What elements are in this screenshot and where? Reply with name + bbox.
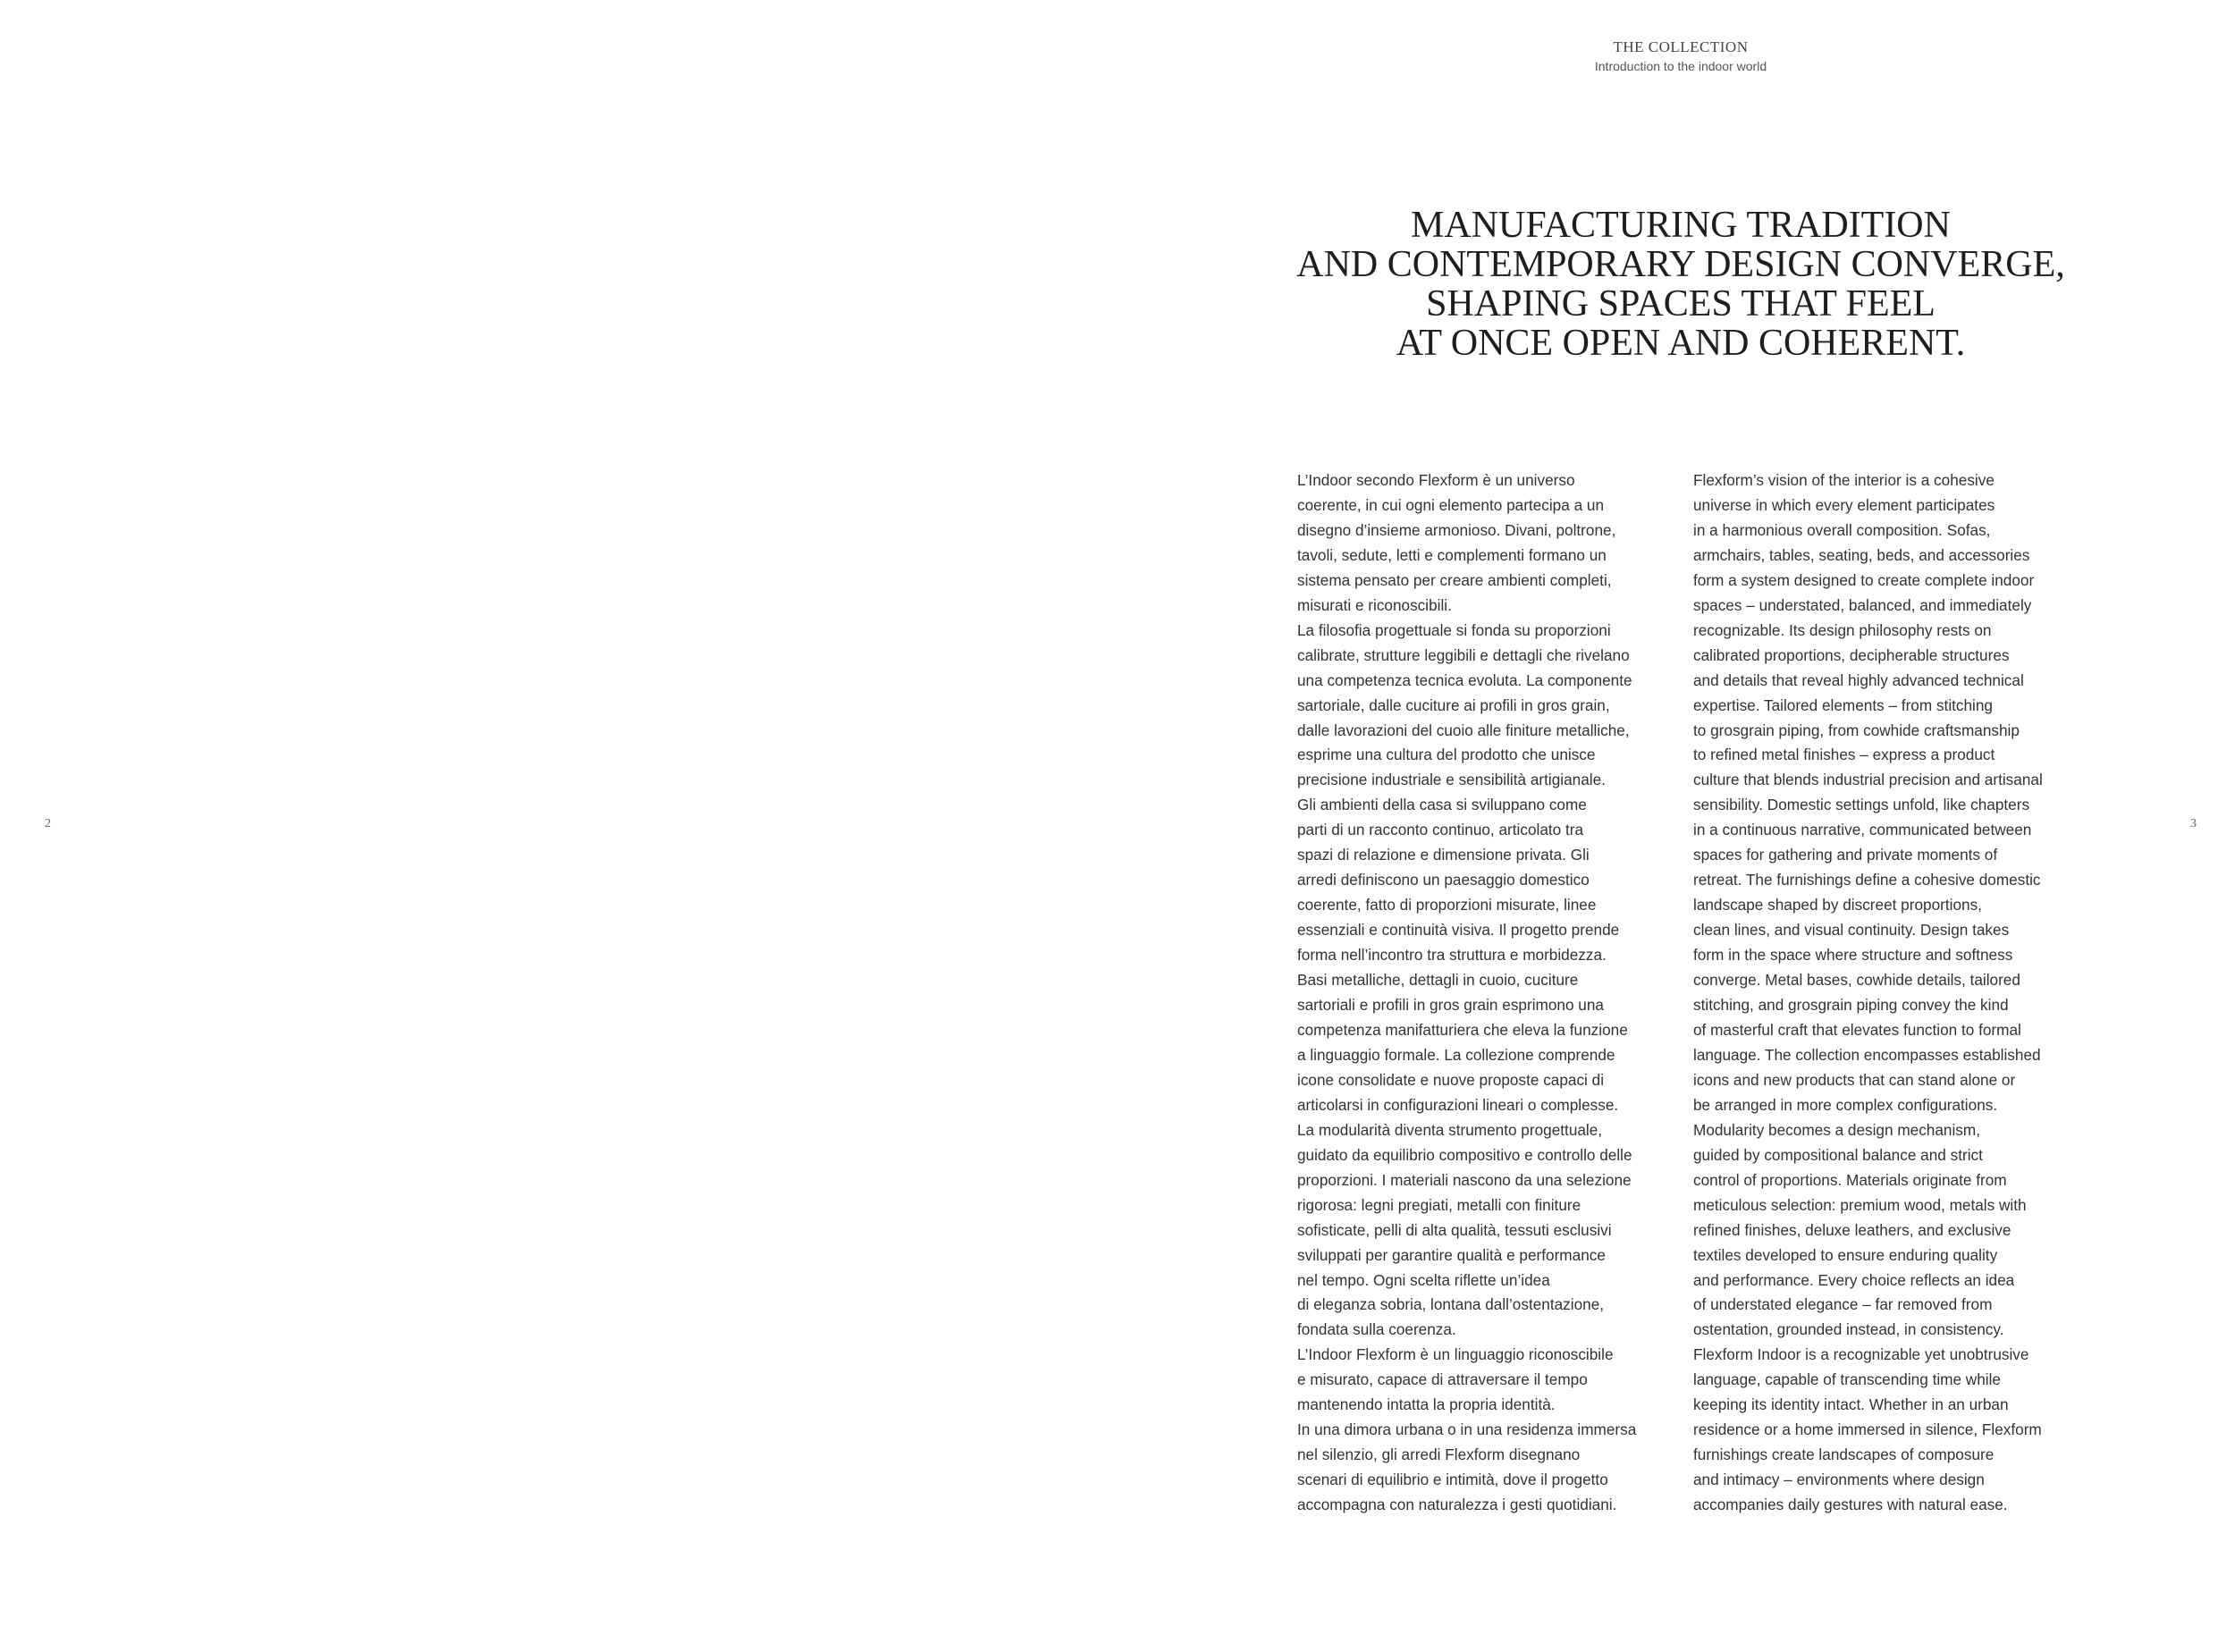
body-text-line: di eleganza sobria, lontana dall’ostentazione, <box>1297 1295 1605 1314</box>
body-text-line: competenza manifatturiera che eleva la funzione <box>1297 1020 1628 1039</box>
body-text-line: fondata sulla coerenza. <box>1297 1320 1456 1339</box>
body-text-line: recognizable. Its design philosophy rests on <box>1693 620 1992 639</box>
body-text-line: in a continuous narrative, communicated between <box>1693 821 2032 839</box>
body-text-line: parti di un racconto continuo, articolato tra <box>1297 821 1584 839</box>
body-text-line: proporzioni. I materiali nascono da una selezione <box>1297 1170 1632 1189</box>
body-text-line: dalle lavorazioni del cuoio alle finiture metalliche, <box>1297 721 1630 739</box>
body-text-line: Flexform’s vision of the interior is a cohesive <box>1693 471 1995 489</box>
body-text-line: a linguaggio formale. La collezione comprende <box>1297 1045 1615 1064</box>
body-text-line: converge. Metal bases, cowhide details, tailored <box>1693 971 2020 990</box>
body-text-line: ostentation, grounded instead, in consistency. <box>1693 1320 2004 1339</box>
body-text-line: L’Indoor secondo Flexform è un universo <box>1297 471 1575 489</box>
body-text-line: icone consolidate e nuove proposte capaci di <box>1297 1070 1605 1089</box>
body-text-line: and performance. Every choice reflects an idea <box>1693 1270 2015 1289</box>
body-text-line: La modularità diventa strumento progettuale, <box>1297 1120 1603 1139</box>
body-text-line: expertise. Tailored elements – from stitching <box>1693 695 1993 714</box>
body-text-line: furnishings create landscapes of composure <box>1693 1446 1995 1464</box>
body-text-line: sensibility. Domestic settings unfold, like chapters <box>1693 796 2030 814</box>
page-number-right: 3 <box>2190 817 2197 830</box>
body-text-line: essenziali e continuità visiva. Il progetto prende <box>1297 921 1620 940</box>
page-headline <box>1252 206 2110 363</box>
running-head <box>1538 38 1824 75</box>
body-text-line: forma nell’incontro tra struttura e morbidezza. <box>1297 946 1607 965</box>
body-text-line: control of proportions. Materials originate from <box>1693 1170 2007 1189</box>
body-text-line: meticulous selection: premium wood, metals with <box>1693 1195 2027 1214</box>
body-text-line: in a harmonious overall composition. Sofas, <box>1693 520 1991 539</box>
body-text-line: una competenza tecnica evoluta. La componente <box>1297 670 1632 689</box>
body-text-line: armchairs, tables, seating, beds, and accessories <box>1693 545 2030 564</box>
headline-line: AT ONCE OPEN AND COHERENT. <box>1396 323 1966 364</box>
body-text-line: and details that reveal highly advanced technical <box>1693 670 2024 689</box>
body-text-line: Gli ambienti della casa si sviluppano come <box>1297 796 1587 814</box>
body-text-line: In una dimora urbana o in una residenza immersa <box>1297 1420 1637 1439</box>
body-text-line: nel silenzio, gli arredi Flexform disegnano <box>1297 1446 1581 1464</box>
body-text-line: language. The collection encompasses established <box>1693 1045 2041 1064</box>
body-text-line: arredi definiscono un paesaggio domestico <box>1297 871 1590 889</box>
body-text-line: articolarsi in configurazioni lineari o complesse. <box>1297 1095 1619 1114</box>
body-text-line: accompagna con naturalezza i gesti quotidiani. <box>1297 1496 1617 1514</box>
body-text-line: Flexform Indoor is a recognizable yet unobtrusive <box>1693 1345 2029 1364</box>
body-text-line: La filosofia progettuale si fonda su proporzioni <box>1297 620 1611 639</box>
body-text-line: precisione industriale e sensibilità artigianale. <box>1297 771 1606 789</box>
section-title: THE COLLECTION <box>1613 38 1749 55</box>
body-text-line: culture that blends industrial precision and artisanal <box>1693 771 2043 789</box>
body-text-line: icons and new products that can stand alone or <box>1693 1070 2016 1089</box>
body-text-line: L’Indoor Flexform è un linguaggio riconoscibile <box>1297 1345 1614 1364</box>
body-text-line: universe in which every element participates <box>1693 495 1995 514</box>
section-subtitle: Introduction to the indoor world <box>1594 59 1767 73</box>
body-text-line: calibrated proportions, decipherable structures <box>1693 645 2010 664</box>
body-text-line: keeping its identity intact. Whether in an urban <box>1693 1395 2009 1414</box>
body-text-line: spazi di relazione e dimensione privata. Gli <box>1297 846 1590 864</box>
body-column-english <box>1693 468 2078 1518</box>
body-text-line: e misurato, capace di attraversare il tempo <box>1297 1370 1588 1389</box>
body-text-line: of understated elegance – far removed from <box>1693 1295 1993 1314</box>
body-text-line: sartoriale, dalle cuciture ai profili in gros grain, <box>1297 695 1610 714</box>
body-text-line: guided by compositional balance and strict <box>1693 1145 1983 1164</box>
body-text-line: sartoriali e profili in gros grain esprimono una <box>1297 996 1604 1015</box>
body-text-line: to grosgrain piping, from cowhide craftsmanship <box>1693 721 2020 739</box>
body-text-line: form a system designed to create complete indoor <box>1693 570 2035 589</box>
body-text-line: to refined metal finishes – express a product <box>1693 746 1995 764</box>
body-text-line: and intimacy – environments where design <box>1693 1471 1985 1489</box>
body-text-line: guidato da equilibrio compositivo e controllo delle <box>1297 1145 1632 1164</box>
body-text-line: sistema pensato per creare ambienti completi, <box>1297 570 1612 589</box>
body-text-line: spaces – understated, balanced, and immediately <box>1693 595 2032 614</box>
body-column-italian <box>1297 468 1673 1518</box>
body-text-line: scenari di equilibrio e intimità, dove il progetto <box>1297 1471 1608 1489</box>
headline-line: MANUFACTURING TRADITION <box>1411 205 1951 246</box>
body-text-line: be arranged in more complex configurations. <box>1693 1095 1998 1114</box>
body-text-line: sofisticate, pelli di alta qualità, tessuti esclusivi <box>1297 1220 1612 1239</box>
headline-line: AND CONTEMPORARY DESIGN CONVERGE, <box>1296 244 2065 285</box>
body-text-line: coerente, fatto di proporzioni misurate, linee <box>1297 896 1597 914</box>
body-text-line: of masterful craft that elevates function to formal <box>1693 1020 2021 1039</box>
headline-line: SHAPING SPACES THAT FEEL <box>1426 283 1936 324</box>
body-text-line: form in the space where structure and softness <box>1693 946 2013 965</box>
body-text-line: rigorosa: legni pregiati, metalli con finiture <box>1297 1195 1581 1214</box>
body-text-line: refined finishes, deluxe leathers, and exclusive <box>1693 1220 2012 1239</box>
body-text-line: accompanies daily gestures with natural ease. <box>1693 1496 2008 1514</box>
body-text-line: coerente, in cui ogni elemento partecipa a un <box>1297 495 1605 514</box>
body-text-line: sviluppati per garantire qualità e performance <box>1297 1245 1606 1264</box>
body-text-line: Modularity becomes a design mechanism, <box>1693 1120 1980 1139</box>
body-text-line: mantenendo intatta la propria identità. <box>1297 1395 1556 1414</box>
body-text-line: misurati e riconoscibili. <box>1297 595 1452 614</box>
body-text-line: textiles developed to ensure enduring quality <box>1693 1245 1998 1264</box>
body-text-line: tavoli, sedute, letti e complementi formano un <box>1297 545 1607 564</box>
body-text-line: landscape shaped by discreet proportions, <box>1693 896 1982 914</box>
body-text-line: retreat. The furnishings define a cohesive domestic <box>1693 871 2041 889</box>
body-text-line: disegno d’insieme armonioso. Divani, poltrone, <box>1297 520 1616 539</box>
body-text-line: esprime una cultura del prodotto che unisce <box>1297 746 1596 764</box>
body-text-line: residence or a home immersed in silence, Flexform <box>1693 1420 2042 1439</box>
body-text-line: stitching, and grosgrain piping convey the kind <box>1693 996 2009 1015</box>
page-number-left: 2 <box>45 817 51 830</box>
body-text-line: Basi metalliche, dettagli in cuoio, cuciture <box>1297 971 1579 990</box>
body-text-line: nel tempo. Ogni scelta riflette un’idea <box>1297 1270 1550 1289</box>
body-text-line: spaces for gathering and private moments of <box>1693 846 1998 864</box>
body-text-line: calibrate, strutture leggibili e dettagli che rivelano <box>1297 645 1630 664</box>
body-text-line: language, capable of transcending time while <box>1693 1370 2001 1389</box>
body-text-line: clean lines, and visual continuity. Design takes <box>1693 921 2010 940</box>
